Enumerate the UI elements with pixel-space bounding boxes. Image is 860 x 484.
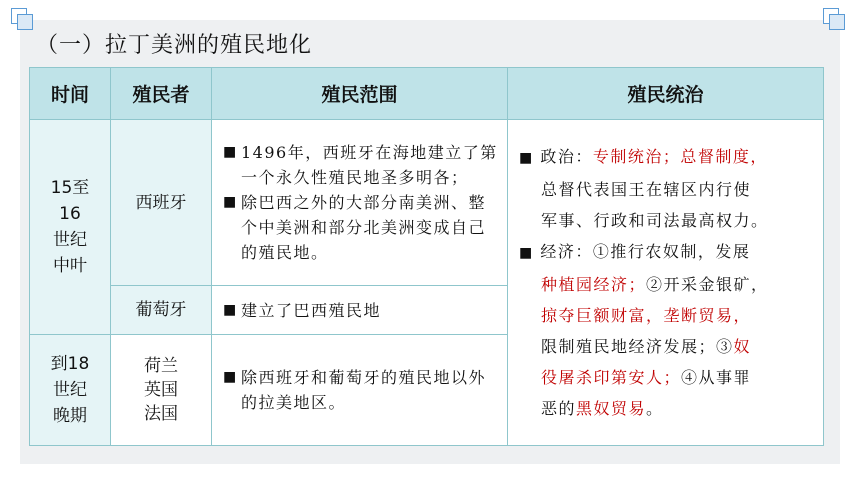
bullet-icon: ■ — [223, 144, 238, 160]
time-line: 16 — [59, 204, 81, 224]
rule-line: 限制殖民地经济发展；③奴 — [541, 337, 752, 356]
list-item: ■ 除巴西之外的大部分南美洲、整个中美洲和部分北美洲变成自己的殖民地。 — [223, 190, 500, 265]
rule-line: 种植园经济；②开采金银矿， — [541, 275, 769, 294]
scope-cell — [212, 120, 508, 286]
scope-cell — [212, 286, 508, 335]
rule-cell — [508, 120, 824, 446]
rule-line: 恶的黑奴贸易。 — [541, 399, 664, 418]
bullet-icon: ■ — [223, 301, 238, 318]
bullet-icon: ■ — [223, 194, 238, 210]
time-line: 中叶 — [53, 256, 87, 276]
colonizer-name: 荷兰 — [144, 356, 178, 376]
header-rule: 殖民统治 — [508, 68, 824, 120]
rule-line: 役屠杀印第安人；④从事罪 — [541, 368, 752, 387]
colonizer-cell — [111, 286, 212, 335]
colonizer-name: 西班牙 — [135, 192, 187, 213]
colonization-table — [29, 67, 824, 446]
colonizer-name: 葡萄牙 — [135, 300, 187, 320]
bullet-icon: ■ — [519, 245, 534, 261]
list-item: ■ 建立了巴西殖民地 — [223, 298, 500, 323]
rule-line: 军事、行政和司法最高权力。 — [541, 211, 769, 230]
colonizer-name: 英国 — [144, 380, 178, 400]
time-line: 15至 — [50, 178, 90, 198]
header-colonizer: 殖民者 — [111, 68, 212, 120]
colonizer-cell — [111, 335, 212, 446]
corner-decoration-top-right — [823, 8, 845, 30]
corner-decoration-top-left — [11, 8, 33, 30]
list-item: ■ 除西班牙和葡萄牙的殖民地以外的拉美地区。 — [223, 365, 500, 415]
scope-cell — [212, 335, 508, 446]
header-time: 时间 — [30, 68, 111, 120]
page-title: （一）拉丁美洲的殖民地化 — [36, 33, 313, 58]
list-item: ■ 1496年，西班牙在海地建立了第一个永久性殖民地圣多明各； — [223, 140, 500, 190]
table-row — [30, 120, 824, 286]
rule-line: ■ 政治：专制统治；总督制度， — [519, 147, 768, 166]
time-cell — [30, 335, 111, 446]
time-line: 世纪 — [53, 380, 87, 400]
time-line: 晚期 — [53, 406, 87, 426]
colonizer-name: 法国 — [144, 404, 178, 424]
time-line: 世纪 — [53, 230, 87, 250]
rule-line: 掠夺巨额财富，垄断贸易， — [541, 306, 752, 325]
time-cell — [30, 120, 111, 335]
colonizer-cell — [111, 120, 212, 286]
time-line: 到18 — [50, 354, 90, 374]
rule-line: 总督代表国王在辖区内行使 — [541, 180, 752, 199]
header-row — [30, 68, 824, 120]
rule-line: ■ 经济：①推行农奴制，发展 — [519, 242, 751, 261]
bullet-icon: ■ — [519, 150, 534, 166]
bullet-icon: ■ — [223, 369, 238, 385]
header-scope: 殖民范围 — [212, 68, 508, 120]
